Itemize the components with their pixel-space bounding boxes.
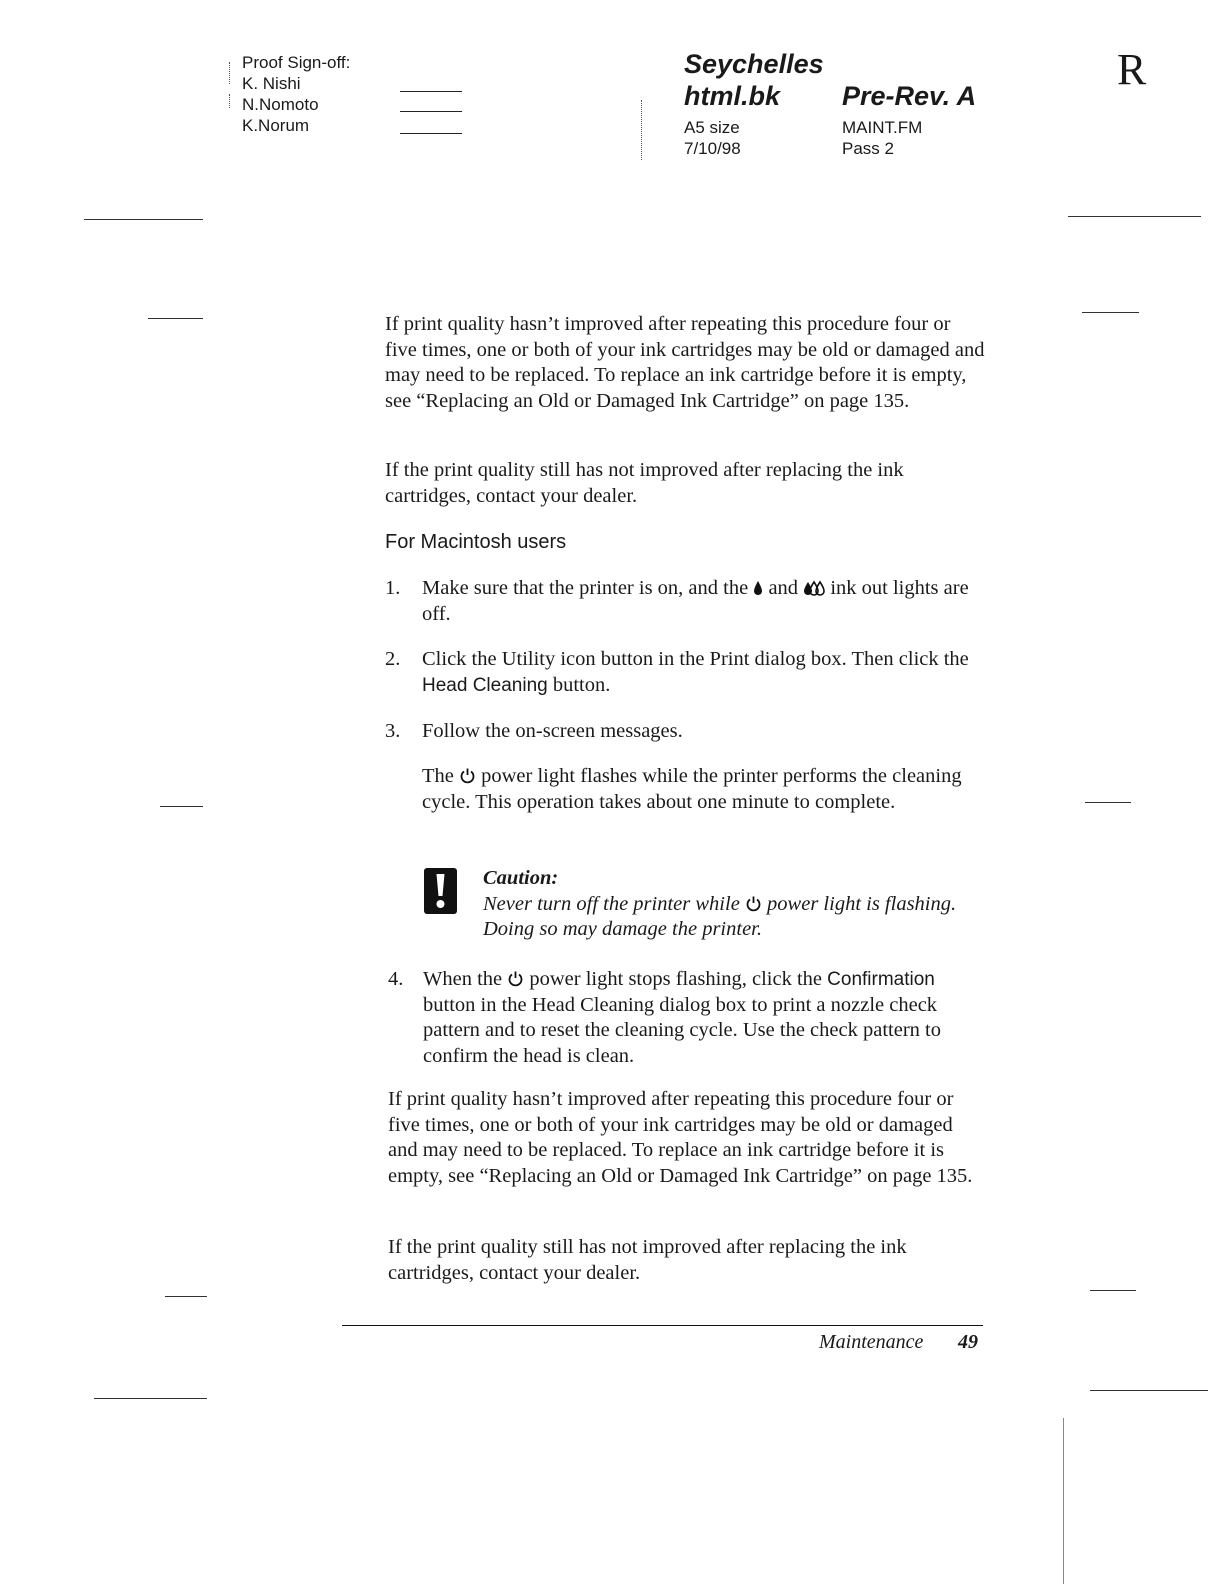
step-text-part: ink out lights are off. xyxy=(422,577,969,625)
margin-mark xyxy=(1063,1418,1064,1584)
black-ink-drop-icon xyxy=(753,580,763,596)
intro-paragraph: If the print quality still has not improved after replacing the ink cartridges, contact your dealer. xyxy=(385,459,904,507)
outro-paragraph: If print quality hasn’t improved after repeating this procedure four or five times, one or both of your ink cartridges may be old or damaged and may need to be replaced. To replace an ink cartridge before it is empty, see “Replacing an Old or Damaged Ink Cartridge” on page 135. xyxy=(388,1088,973,1187)
ui-label-head-cleaning: Head Cleaning xyxy=(422,674,548,696)
proof-signoff xyxy=(242,52,350,136)
crop-mark xyxy=(1082,312,1139,313)
caution-text-part: Never turn off the printer while xyxy=(483,892,740,915)
color-ink-drops-icon xyxy=(803,580,825,596)
signoff-line xyxy=(400,91,462,92)
margin-mark xyxy=(229,62,230,84)
crop-mark xyxy=(1090,1390,1208,1391)
crop-mark xyxy=(160,806,203,807)
step-text xyxy=(423,967,980,1069)
step-text-part: Click the Utility icon button in the Print dialog box. Then click the xyxy=(422,648,969,670)
paragraph xyxy=(385,312,985,414)
paragraph xyxy=(385,458,985,509)
step-item xyxy=(388,967,980,1069)
crop-mark xyxy=(165,1296,207,1297)
file-name: MAINT.FM xyxy=(842,118,923,137)
crop-mark xyxy=(84,219,203,220)
step-text-part: Make sure that the printer is on, and the xyxy=(422,577,749,599)
revision: Pre-Rev. A xyxy=(842,81,977,111)
corner-letter: R xyxy=(1117,45,1147,94)
page-size: A5 size xyxy=(684,118,740,137)
section-heading: For Macintosh users xyxy=(385,531,567,553)
doc-date: 7/10/98 xyxy=(684,139,741,158)
crop-mark xyxy=(1085,802,1131,803)
signoff-name: K.Norum xyxy=(242,116,310,135)
power-icon xyxy=(459,767,476,784)
power-icon xyxy=(507,970,524,987)
step-text xyxy=(422,647,980,698)
step-item xyxy=(385,719,980,745)
crop-mark xyxy=(148,318,203,319)
pass-number: Pass 2 xyxy=(842,139,894,158)
step-text-part: button in the Head Cleaning dialog box to print a nozzle check pattern and to reset the cleaning cycle. Use the check pattern to confirm the head is clean. xyxy=(423,993,941,1067)
crop-mark xyxy=(1068,216,1201,217)
power-icon xyxy=(745,895,762,912)
step-number: 2. xyxy=(385,648,401,670)
caution-text-part: power light is flashing. Doing so may damage the printer. xyxy=(483,892,957,940)
page-number: 49 xyxy=(958,1331,978,1353)
caution-block xyxy=(483,866,978,943)
signoff-name: K. Nishi xyxy=(242,74,301,93)
margin-mark xyxy=(641,100,642,160)
step-text-part: When the xyxy=(423,968,503,990)
step-item xyxy=(385,576,980,627)
step-text: Follow the on-screen messages. xyxy=(422,720,683,742)
footer-section: Maintenance xyxy=(819,1331,924,1353)
note-text-part: The xyxy=(422,765,454,787)
step-text-part: power light stops flashing, click the xyxy=(529,968,823,990)
signoff-name: N.Nomoto xyxy=(242,95,319,114)
step-number: 3. xyxy=(385,720,401,742)
signoff-line xyxy=(400,133,462,134)
step-text-part: button. xyxy=(552,673,611,696)
caution-title: Caution: xyxy=(483,867,559,889)
signoff-title: Proof Sign-off: xyxy=(242,53,351,72)
crop-mark xyxy=(94,1398,207,1399)
outro-paragraph: If the print quality still has not improved after replacing the ink cartridges, contact your dealer. xyxy=(388,1236,907,1284)
step-number: 4. xyxy=(388,968,404,990)
step-number: 1. xyxy=(385,577,401,599)
book-name: html.bk xyxy=(684,81,781,111)
intro-paragraph: If print quality hasn’t improved after repeating this procedure four or five times, one or both of your ink cartridges may be old or damaged and may need to be replaced. To replace an ink cartridge before it is empty, see “Replacing an Old or Damaged Ink Cartridge” on page 135. xyxy=(385,313,985,412)
signoff-line xyxy=(400,111,462,112)
step-item xyxy=(385,647,980,698)
note-text-part: power light flashes while the printer performs the cleaning cycle. This operation takes about one minute to complete. xyxy=(422,765,962,813)
margin-mark xyxy=(229,94,230,108)
doc-title: Seychelles xyxy=(684,49,824,79)
step-text-part: and xyxy=(768,577,799,599)
crop-mark xyxy=(1090,1290,1136,1291)
step-note xyxy=(422,764,962,815)
caution-text xyxy=(483,892,978,943)
step-text xyxy=(422,576,980,627)
paragraph xyxy=(388,1235,986,1286)
paragraph xyxy=(388,1087,986,1189)
caution-icon xyxy=(424,868,457,914)
footer-rule xyxy=(342,1325,983,1326)
ui-label-confirmation: Confirmation xyxy=(827,969,935,990)
